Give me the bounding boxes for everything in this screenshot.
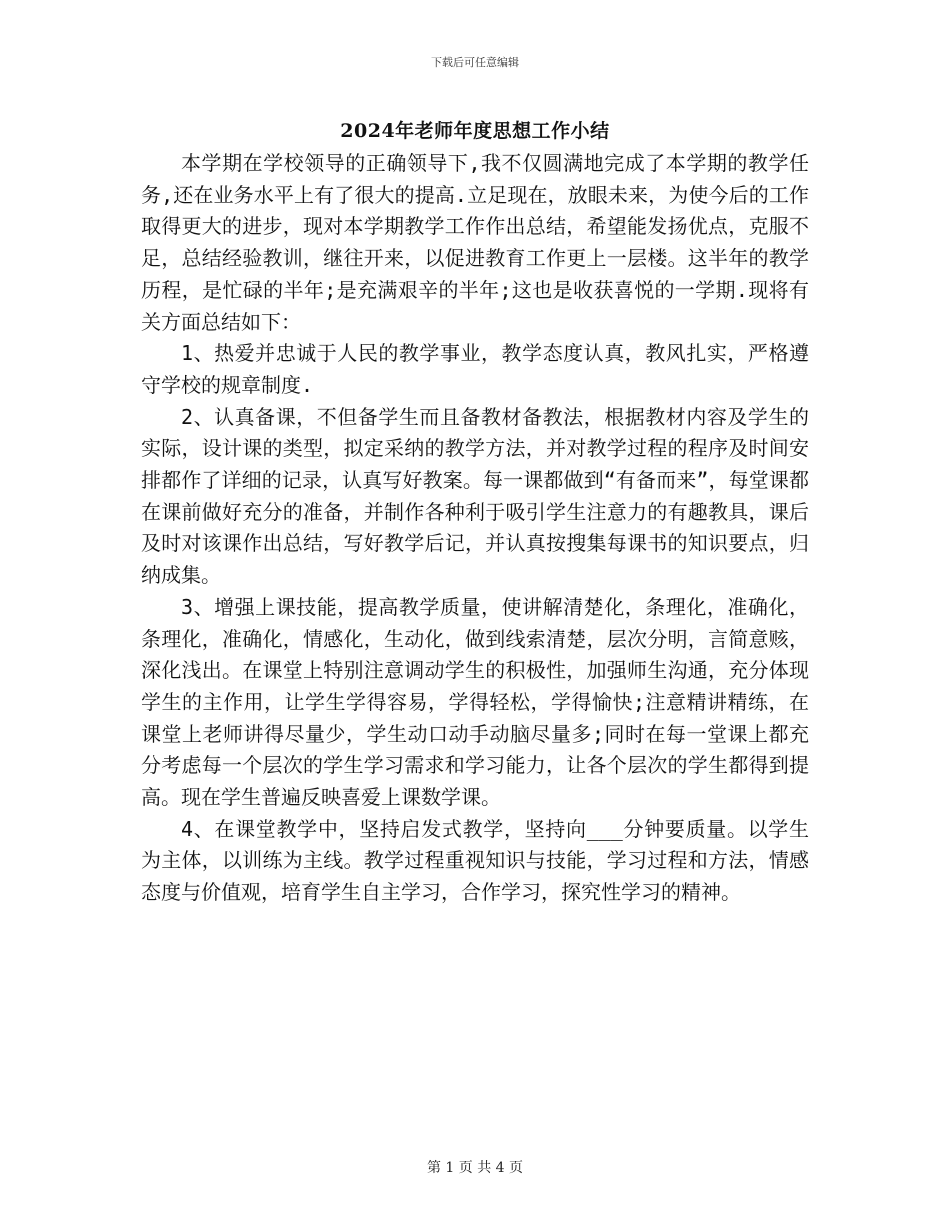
document-title: 2024年老师年度思想工作小结: [340, 120, 610, 142]
paragraph-item-1: 1、热爱并忠诚于人民的教学事业，教学态度认真，教风扎实，严格遵守学校的规章制度.: [141, 341, 809, 397]
page-header-note: 下载后可任意编辑: [431, 56, 519, 69]
page-number: 第 1 页 共 4 页: [426, 1160, 524, 1176]
paragraph-item-3: 3、增强上课技能，提高教学质量，使讲解清楚化，条理化，准确化，条理化，准确化，情感化，生动化，做到线索清楚，层次分明，言简意赅，深化浅出。在课堂上特别注意调动学生的积极性，加强师生沟通，充分体现学生的主作用，让学生学得容易，学得轻松，学得愉快;注意精讲精练，在课堂上老师讲得尽量少，学生动口动手动脑尽量多;同时在每一堂课上都充分考虑每一个层次的学生学习需求和学习能力，让各个层次的学生都得到提高。现在学生普遍反映喜爱上课数学课。: [141, 594, 809, 810]
document-body: [141, 148, 809, 909]
paragraph-item-4: 4、在课堂教学中，坚持启发式教学，坚持向___分钟要质量。以学生为主体，以训练为主线。教学过程重视知识与技能，学习过程和方法，情感态度与价值观，培育学生自主学习，合作学习，探究性学习的精神。: [141, 816, 809, 905]
paragraph-intro: 本学期在学校领导的正确领导下,我不仅圆满地完成了本学期的教学任务,还在业务水平上有了很大的提高.立足现在，放眼未来，为使今后的工作取得更大的进步，现对本学期教学工作作出总结，希望能发扬优点，克服不足，总结经验教训，继往开来，以促进教育工作更上一层楼。这半年的教学历程，是忙碌的半年;是充满艰辛的半年;这也是收获喜悦的一学期.现将有关方面总结如下：: [141, 151, 809, 334]
paragraph-item-2: 2、认真备课，不但备学生而且备教材备教法，根据教材内容及学生的实际，设计课的类型，拟定采纳的教学方法，并对教学过程的程序及时间安排都作了详细的记录，认真写好教案。每一课都做到“有备而来”，每堂课都在课前做好充分的准备，并制作各种利于吸引学生注意力的有趣教具，课后及时对该课作出总结，写好教学后记，并认真按搜集每课书的知识要点，归纳成集。: [141, 404, 809, 588]
